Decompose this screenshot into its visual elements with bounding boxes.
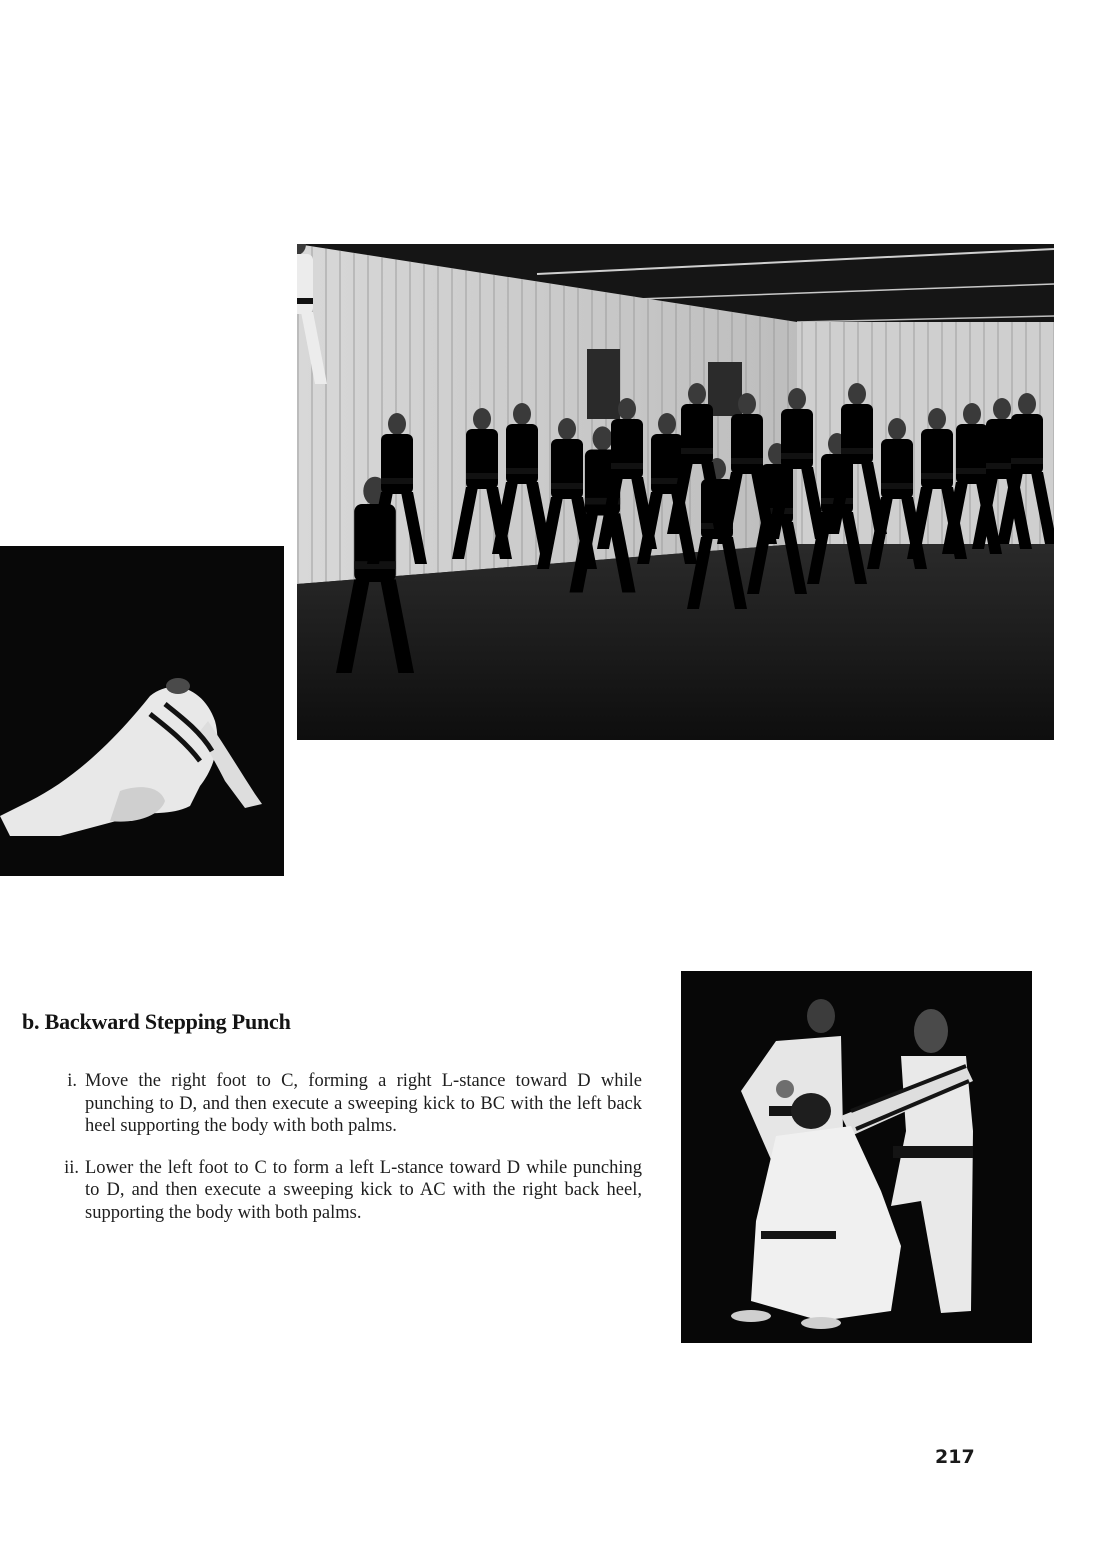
step-item <box>48 1157 642 1225</box>
class-group-photo <box>297 244 1054 740</box>
technique-demo-image <box>681 971 1032 1343</box>
technique-demo-photo <box>681 971 1032 1343</box>
step-text: Move the right foot to C, forming a right L-stance toward D while punching to D, and then execute a sweeping kick to BC with the left back heel supporting the body with both palms. <box>85 1071 642 1136</box>
step-marker: i. <box>67 1071 77 1091</box>
section-heading: b. Backward Stepping Punch <box>22 1009 291 1034</box>
step-text: Lower the left foot to C to form a left L-stance toward D while punching to D, and then execute a sweeping kick to AC with the right back heel, supporting the body with both palms. <box>85 1157 642 1223</box>
sweeping-kick-image <box>0 546 284 876</box>
page-number: 217 <box>935 1446 975 1468</box>
sweeping-kick-photo <box>0 546 284 876</box>
step-marker: ii. <box>64 1157 79 1178</box>
class-photo-image <box>297 244 1054 740</box>
steps-list <box>48 1070 642 1243</box>
step-item <box>48 1070 642 1138</box>
